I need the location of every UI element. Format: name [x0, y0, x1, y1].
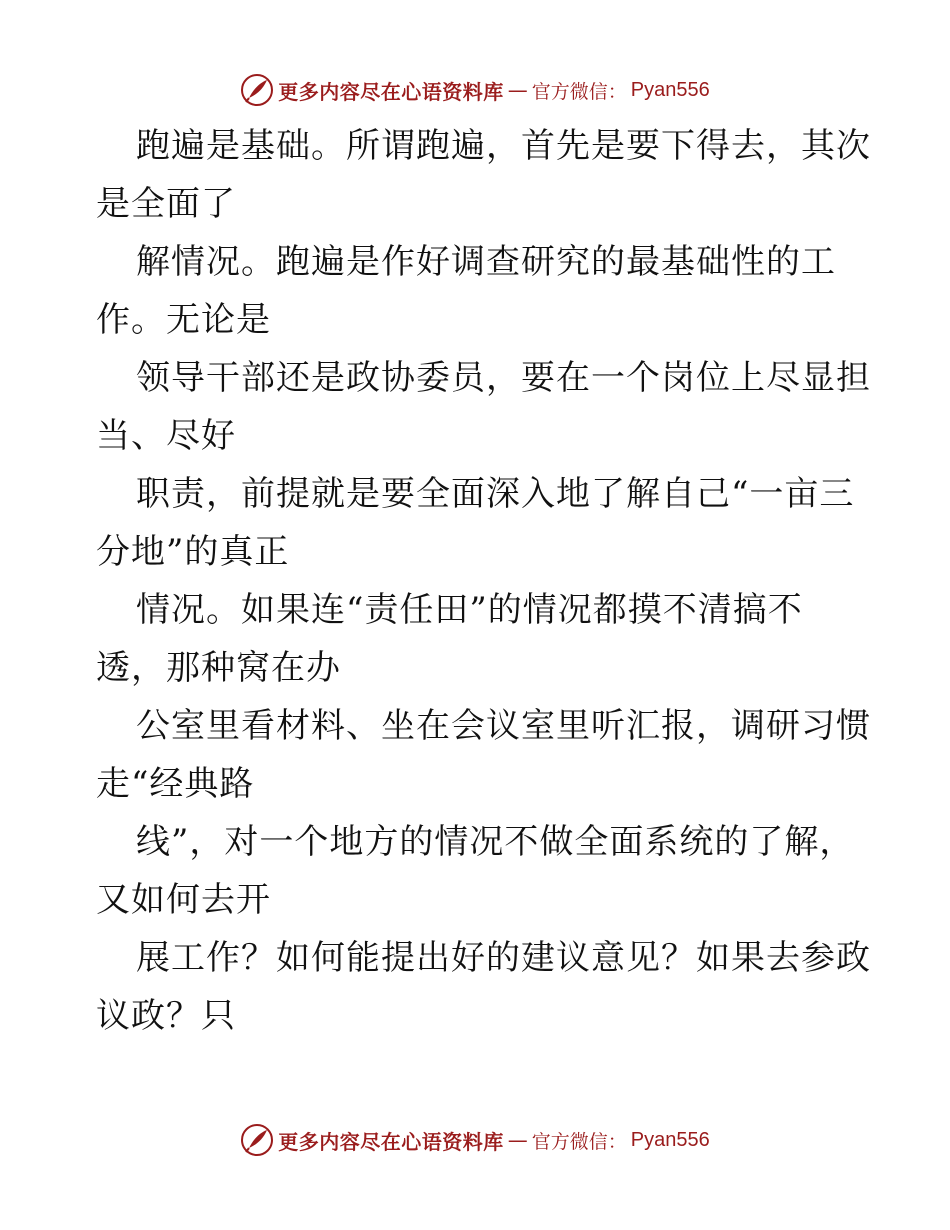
feather-logo-icon: [240, 73, 274, 107]
header-dash: —: [507, 78, 528, 102]
header-banner: [0, 70, 950, 110]
body-line: 解情况。跑遍是作好调查研究的最基础性的工: [136, 242, 836, 282]
header-wechat-id: Pyan556: [630, 78, 710, 101]
footer-banner-text: 更多内容尽在心语资料库: [278, 1129, 504, 1154]
body-line: 情况。如果连“责任田”的情况都摸不清搞不: [136, 590, 803, 630]
body-line: 公室里看材料、坐在会议室里听汇报，调研习惯: [136, 706, 871, 746]
header-banner-text: 更多内容尽在心语资料库: [278, 79, 504, 104]
body-line: 透，那种窝在办: [96, 648, 341, 688]
body-line: 跑遍是基础。所谓跑遍，首先是要下得去，其次: [136, 126, 871, 166]
footer-banner: [0, 1120, 950, 1160]
body-line: 职责，前提就是要全面深入地了解自己“一亩三: [136, 474, 855, 514]
body-line: 分地”的真正: [96, 532, 290, 572]
body-line: 当、尽好: [96, 416, 236, 456]
body-line: 议政？只: [96, 996, 236, 1036]
body-line: 领导干部还是政协委员，要在一个岗位上尽显担: [136, 358, 871, 398]
footer-wechat-id: Pyan556: [630, 1128, 710, 1151]
body-line: 又如何去开: [96, 880, 271, 920]
feather-logo-icon: [240, 1123, 274, 1157]
body-line: 是全面了: [96, 184, 236, 224]
document-body: [96, 117, 871, 1045]
header-wechat-label: 官方微信：: [531, 80, 627, 103]
body-line: 展工作？如何能提出好的建议意见？如果去参政: [136, 938, 871, 978]
footer-wechat-label: 官方微信：: [531, 1130, 627, 1153]
footer-dash: —: [507, 1128, 528, 1152]
body-line: 线”，对一个地方的情况不做全面系统的了解，: [136, 822, 855, 862]
body-line: 作。无论是: [96, 300, 271, 340]
body-line: 走“经典路: [96, 764, 255, 804]
